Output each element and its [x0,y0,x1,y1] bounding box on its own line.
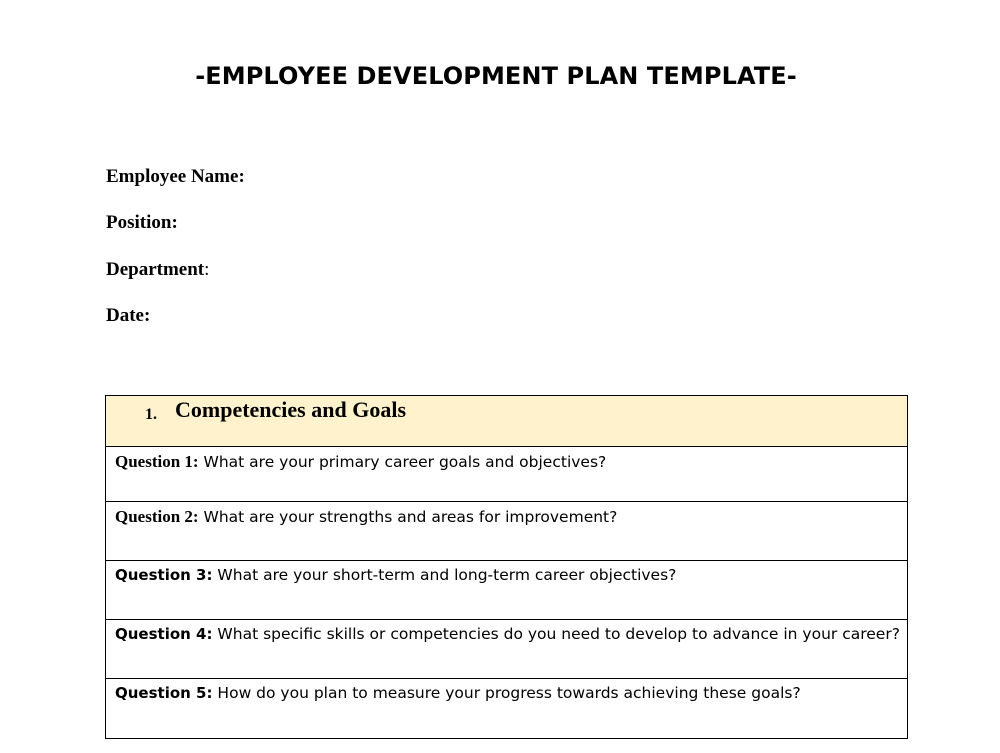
question-row-1[interactable] [106,447,908,502]
position-label: Position: [106,212,178,233]
position-field[interactable] [106,212,178,234]
department-field[interactable] [106,259,209,281]
section-title: Competencies and Goals [175,397,406,422]
employee-name-field[interactable] [106,166,245,188]
question-1-label: Question 1: [115,452,199,471]
question-5-label: Question 5: [115,684,213,702]
question-row-5[interactable] [106,679,908,739]
question-row-4[interactable] [106,620,908,679]
section-header [106,396,908,447]
question-4-label: Question 4: [115,625,213,643]
date-label: Date: [106,305,151,326]
section-number: 1. [145,406,157,423]
competencies-table [105,395,908,739]
department-label: Department [106,259,205,280]
question-3-text: What are your short-term and long-term career objectives? [212,566,677,584]
question-3-label: Question 3: [115,566,213,584]
department-colon: : [204,259,210,280]
employee-name-label: Employee Name: [106,166,245,187]
question-row-3[interactable] [106,561,908,620]
question-row-2[interactable] [106,502,908,561]
question-2-label: Question 2: [115,507,199,526]
question-5-text: How do you plan to measure your progress towards achieving these goals? [212,684,801,702]
question-4-text: What specific skills or competencies do you need to develop to advance in your career? [212,625,900,643]
question-2-text: What are your strengths and areas for improvement? [198,508,618,526]
question-1-text: What are your primary career goals and objectives? [198,453,607,471]
page-title: -EMPLOYEE DEVELOPMENT PLAN TEMPLATE- [195,62,797,90]
date-field[interactable] [106,305,150,327]
